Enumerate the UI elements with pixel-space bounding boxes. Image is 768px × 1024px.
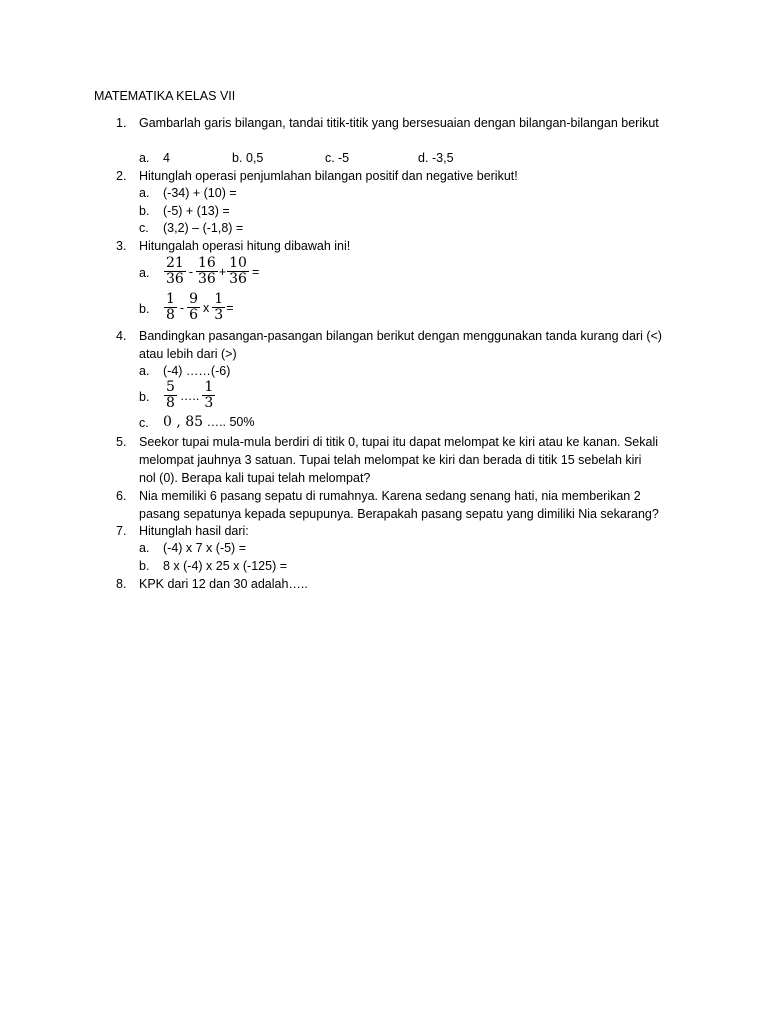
q3b-operator-2: x [203,300,210,315]
q3b-fraction-1-numerator: 1 [166,291,175,307]
q3a-fraction-2 [196,256,218,287]
q4c-decimal-value: 0 , 85 [163,414,204,430]
q2-item-b-letter: b. [139,204,150,218]
q2-item-c-text: (3,2) – (-1,8) = [163,221,244,235]
q4-item-b-letter: b. [139,390,150,404]
q3b-fraction-2 [187,292,200,323]
q3a-operator-1: - [188,264,193,279]
q4-item-a-text: (-4) ……(-6) [163,364,231,378]
q3a-fraction-1-denominator: 36 [166,271,184,287]
page-title: MATEMATIKA KELAS VII [94,89,236,103]
q4-item-a-letter: a. [139,364,150,378]
q3b-operator-1: - [179,300,185,315]
q3b-fraction-1-denominator: 8 [166,307,175,323]
q3a-fraction-2-denominator: 36 [198,271,216,287]
q4-item-c-letter: c. [139,416,149,430]
q3b-fraction-3-numerator: 1 [214,291,224,307]
question-2-text: Hitunglah operasi penjumlahan bilangan positif dan negative berikut! [139,169,518,183]
q2-item-c-letter: c. [139,221,149,235]
q4b-fraction-1-denominator: 8 [166,395,175,411]
question-6-number: 6. [116,489,127,503]
q4b-comparison-blank: ….. [179,388,200,403]
q2-item-a-letter: a. [139,186,150,200]
question-2-number: 2. [116,169,127,183]
q1-option-a-letter: a. [139,151,150,165]
question-5-number: 5. [116,435,127,449]
q4-item-c-expression [163,415,255,430]
question-4-text: Bandingkan pasangan-pasangan bilangan berikut dengan menggunakan tanda kurang dari (<) atau lebih dari (>) [139,329,662,361]
q4b-fraction-2 [202,380,215,411]
q3-item-b-letter: b. [139,302,150,316]
q1-option-b-letter: b. [232,151,243,165]
q4b-fraction-2-denominator: 3 [204,395,214,411]
q7-item-b-letter: b. [139,559,150,573]
q3b-fraction-1 [164,292,177,323]
question-4-number: 4. [116,329,127,343]
q3b-fraction-3-denominator: 3 [214,307,224,323]
question-8-number: 8. [116,577,127,591]
q3a-fraction-3-denominator: 36 [229,271,247,287]
q3a-equals: = [251,264,260,279]
question-7-text: Hitunglah hasil dari: [139,524,249,538]
q4-item-b-expression [163,380,216,411]
q1-option-b-value: 0,5 [246,151,264,165]
question-5-text: Seekor tupai mula-mula berdiri di titik 0, tupai itu dapat melompat ke kiri atau ke kanan. Sekali melompat jauhnya 3 satuan. Tupai telah melompat ke kiri dan berada di titik 15 sebelah kiri nol (0). Berapa kali tupai telah melompat? [139,435,659,485]
q3-item-a-letter: a. [139,266,150,280]
q3a-fraction-3-numerator: 10 [229,255,247,271]
question-3-number: 3. [116,239,127,253]
question-3-text: Hitungalah operasi hitung dibawah ini! [139,239,351,253]
q3a-fraction-3 [227,256,249,287]
q2-item-a-text: (-34) + (10) = [163,186,237,200]
q3b-equals: = [226,300,234,315]
q3a-fraction-2-numerator: 16 [198,255,216,271]
q3b-fraction-3 [212,292,225,323]
q7-item-b-text: 8 x (-4) x 25 x (-125) = [163,559,287,573]
question-7-number: 7. [116,524,127,538]
q1-option-d-value: -3,5 [432,151,454,165]
q1-option-d-letter: d. [418,151,429,165]
question-1-number: 1. [116,116,127,130]
q3a-operator-2: + [218,264,227,279]
q1-option-c-letter: c. [325,151,335,165]
q1-option-c-value: -5 [338,151,350,165]
q4b-fraction-2-numerator: 1 [204,379,214,395]
question-6-text: Nia memiliki 6 pasang sepatu di rumahnya. Karena sedang senang hati, nia memberikan 2 pasang sepatunya kepada sepupunya. Berapakah pasang sepatu yang dimiliki Nia sekarang? [139,489,659,521]
q1-option-a-value: 4 [163,151,170,165]
q4c-comparison-text: ….. 50% [206,415,255,429]
q4b-fraction-1 [164,380,177,411]
q3-item-a-expression [163,256,261,287]
question-1-text: Gambarlah garis bilangan, tandai titik-titik yang bersesuaian dengan bilangan-bilangan berikut [139,116,659,130]
q3a-fraction-1-numerator: 21 [166,255,184,271]
q3b-fraction-2-denominator: 6 [189,307,199,323]
q2-item-b-text: (-5) + (13) = [163,204,230,218]
q3-item-b-expression [163,292,234,323]
question-8-text: KPK dari 12 dan 30 adalah….. [139,577,308,591]
q4b-fraction-1-numerator: 5 [166,379,175,395]
q7-item-a-letter: a. [139,541,150,555]
q7-item-a-text: (-4) x 7 x (-5) = [163,541,246,555]
q3b-fraction-2-numerator: 9 [189,291,199,307]
q3a-fraction-1 [164,256,186,287]
